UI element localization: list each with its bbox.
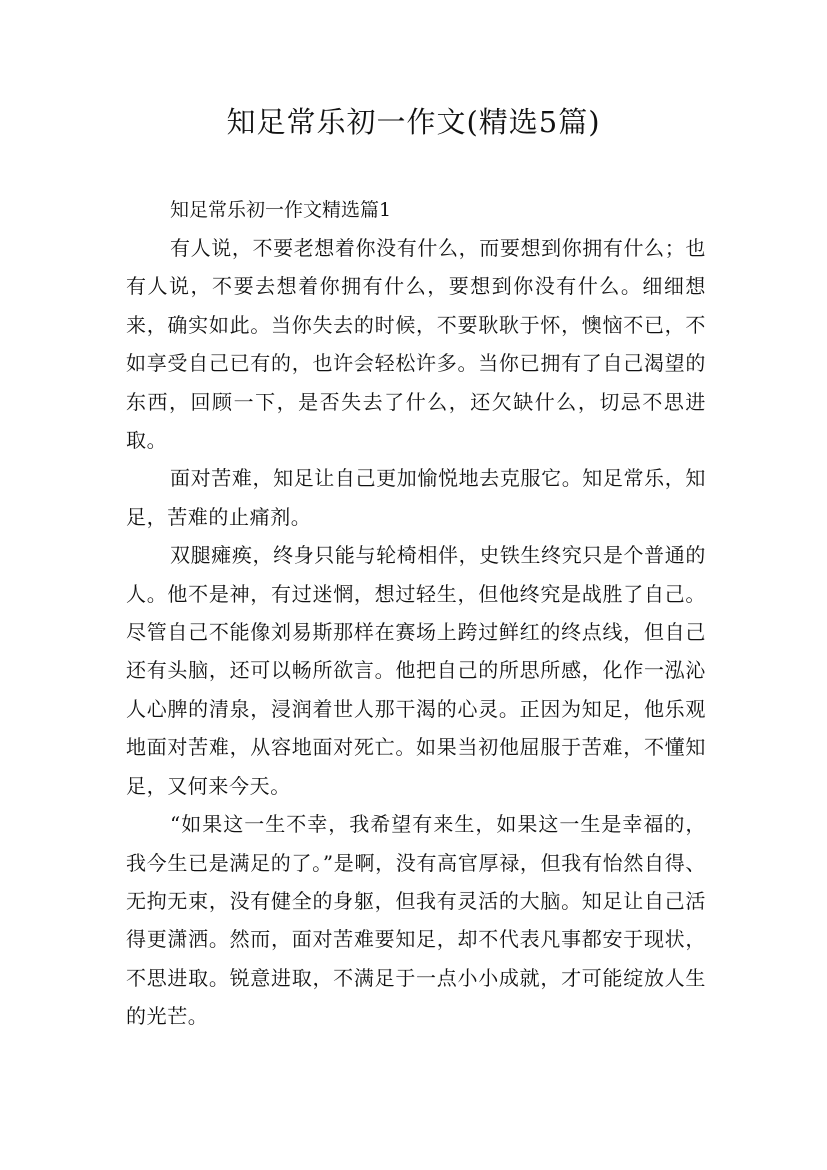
paragraph-1: 有人说，不要老想着你没有什么，而要想到你拥有什么；也有人说，不要去想着你拥有什么，要想到你没有什么。细细想来，确实如此。当你失去的时候，不要耿耿于怀，懊恼不已，不如享受自己已有的，也许会轻松许多。当你已拥有了自己渴望的东西，回顾一下，是否失去了什么，还欠缺什么，切忌不思进取。 xyxy=(126,236,706,453)
paragraph-2: 面对苦难，知足让自己更加愉悦地去克服它。知足常乐，知足，苦难的止痛剂。 xyxy=(126,466,706,529)
document-title: 知足常乐初一作文(精选5篇) xyxy=(226,105,601,139)
document-body xyxy=(126,191,706,1036)
section-heading: 知足常乐初一作文精选篇1 xyxy=(170,199,392,221)
paragraph-4: “如果这一生不幸，我希望有来生，如果这一生是幸福的，我今生已是满足的了。”是啊，没有高官厚禄，但我有怡然自得、无拘无束，没有健全的身躯，但我有灵活的大脑。知足让自己活得更潇洒。然而，面对苦难要知足，却不代表凡事都安于现状，不思进取。锐意进取，不满足于一点小小成就，才可能绽放人生的光芒。 xyxy=(126,812,706,1029)
paragraph-3: 双腿瘫痪，终身只能与轮椅相伴，史铁生终究只是个普通的人。他不是神，有过迷惘，想过轻生，但他终究是战胜了自己。尽管自己不能像刘易斯那样在赛场上跨过鲜红的终点线，但自己还有头脑，还可以畅所欲言。他把自己的所思所感，化作一泓沁人心脾的清泉，浸润着世人那干渴的心灵。正因为知足，他乐观地面对苦难，从容地面对死亡。如果当初他屈服于苦难，不懂知足，又何来今天。 xyxy=(126,543,706,798)
